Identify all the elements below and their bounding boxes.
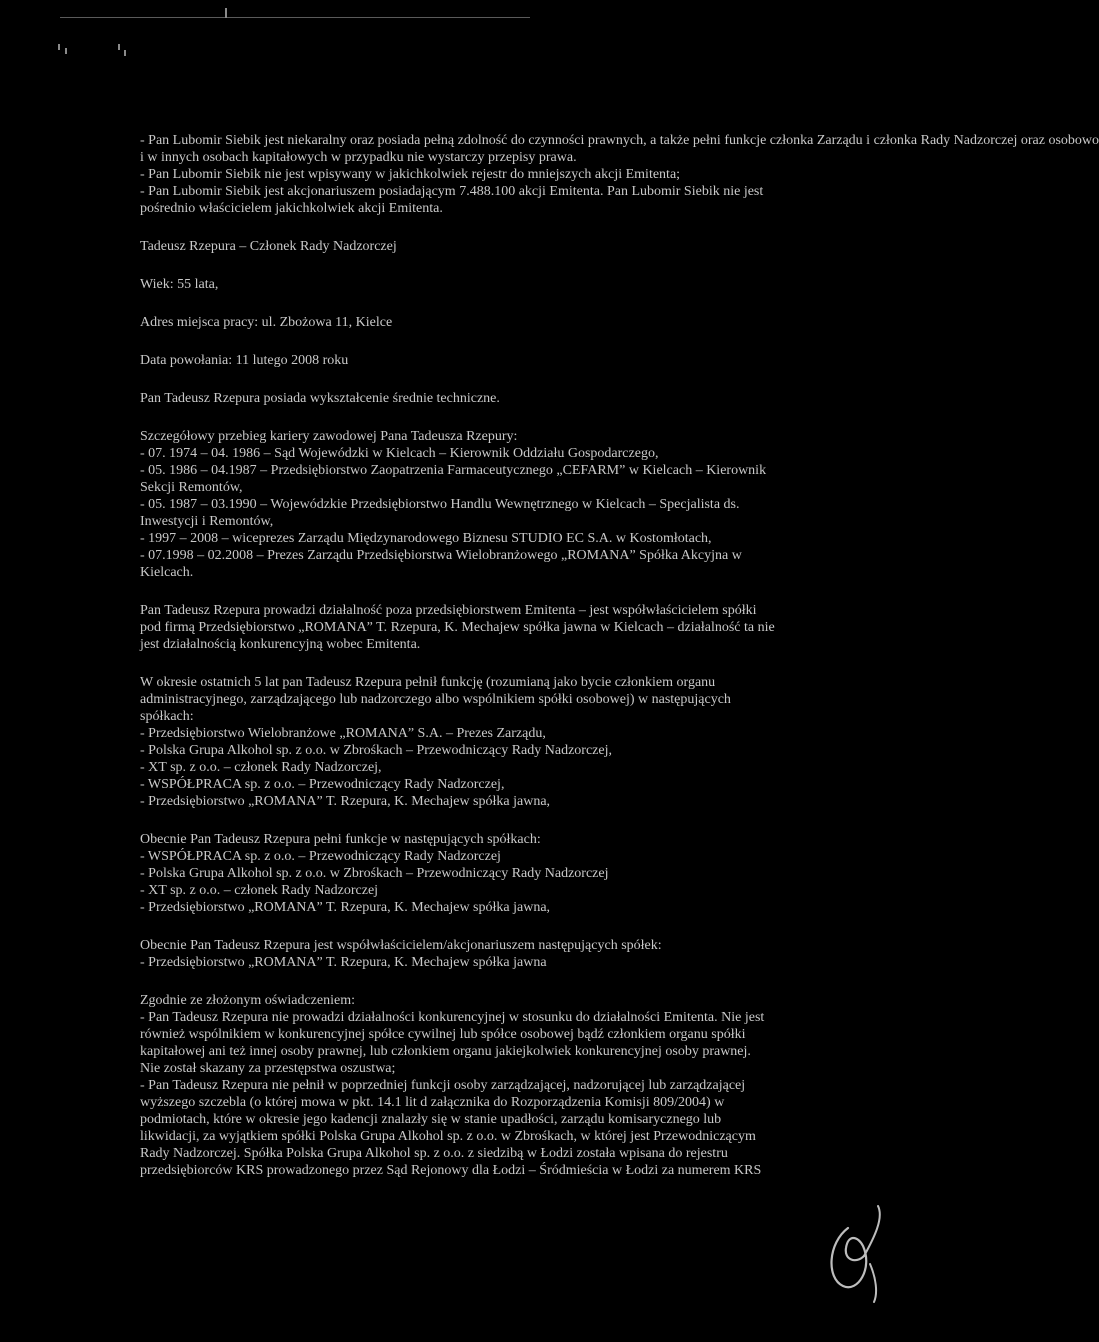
paragraph-functions-current — [140, 831, 852, 916]
text-line: spółkach: — [140, 709, 194, 724]
text-line: - Polska Grupa Alkohol sp. z o.o. w Zbrośkach – Przewodniczący Rady Nadzorczej — [140, 866, 609, 881]
text-line: - Pan Lubomir Siebik jest niekaralny oraz posiada pełną zdolność do czynności prawnych, a także pełni funkcje członka Zarządu i członka Rady Nadzorczej oraz osobowo — [140, 133, 1099, 148]
text-line: - 07.1998 – 02.2008 – Prezes Zarządu Przedsiębiorstwa Wielobranżowego „ROMANA” Spółka Akcyjna w — [140, 548, 742, 563]
handwritten-signature — [818, 1198, 898, 1308]
text-line: Obecnie Pan Tadeusz Rzepura jest współwłaścicielem/akcjonariuszem następujących spółek: — [140, 938, 662, 953]
scan-mark — [225, 8, 227, 18]
text-line: pod firmą Przedsiębiorstwo „ROMANA” T. Rzepura, K. Mechajew spółka jawna w Kielcach – działalność ta nie — [140, 620, 775, 635]
text-line: Kielcach. — [140, 565, 194, 580]
text-line: Adres miejsca pracy: ul. Zbożowa 11, Kielce — [140, 315, 393, 330]
text-line: - Pan Tadeusz Rzepura nie prowadzi działalności konkurencyjnej w stosunku do działalności Emitenta. Nie jest — [140, 1010, 765, 1025]
scan-mark — [118, 44, 120, 50]
text-line: - Przedsiębiorstwo „ROMANA” T. Rzepura, K. Mechajew spółka jawna, — [140, 794, 551, 809]
text-line: - WSPÓŁPRACA sp. z o.o. – Przewodniczący Rady Nadzorczej, — [140, 777, 505, 792]
text-line: - 05. 1987 – 03.1990 – Wojewódzkie Przedsiębiorstwo Handlu Wewnętrznego w Kielcach – Specjalista ds. — [140, 497, 740, 512]
text-line: - Przedsiębiorstwo Wielobranżowe „ROMANA” S.A. – Prezes Zarządu, — [140, 726, 546, 741]
paragraph-declarations — [140, 992, 852, 1179]
text-line: administracyjnego, zarządzającego lub nadzorczego albo wspólnikiem spółki osobowej) w następujących — [140, 692, 731, 707]
scan-mark — [58, 44, 60, 50]
paragraph-functions-5y — [140, 674, 852, 810]
text-line: Zgodnie ze złożonym oświadczeniem: — [140, 993, 355, 1008]
text-line: Wiek: 55 lata, — [140, 277, 219, 292]
text-line: również wspólnikiem w konkurencyjnej spółce cywilnej lub spółce osobowej bądź członkiem organu spółki — [140, 1027, 746, 1042]
text-line: kapitałowej ani też innej osoby prawnej, lub członkiem organu jakiejkolwiek konkurencyjnej osoby prawnej. — [140, 1044, 751, 1059]
paragraph-education — [140, 390, 852, 407]
text-line: Rady Nadzorczej. Spółka Polska Grupa Alkohol sp. z o.o. z siedzibą w Łodzi została wpisana do rejestru — [140, 1146, 728, 1161]
text-line: Obecnie Pan Tadeusz Rzepura pełni funkcje w następujących spółkach: — [140, 832, 541, 847]
text-line: - XT sp. z o.o. – członek Rady Nadzorczej, — [140, 760, 382, 775]
paragraph-address — [140, 314, 852, 331]
paragraph-career — [140, 428, 852, 581]
text-line: Sekcji Remontów, — [140, 480, 243, 495]
text-line: - WSPÓŁPRACA sp. z o.o. – Przewodniczący Rady Nadzorczej — [140, 849, 501, 864]
paragraph-activity — [140, 602, 852, 653]
scan-mark — [65, 48, 67, 54]
text-line: Tadeusz Rzepura – Członek Rady Nadzorczej — [140, 239, 397, 254]
text-line: Szczegółowy przebieg kariery zawodowej Pana Tadeusza Rzepury: — [140, 429, 518, 444]
text-line: W okresie ostatnich 5 lat pan Tadeusz Rzepura pełnił funkcję (rozumianą jako bycie członkiem organu — [140, 675, 716, 690]
paragraph-partner — [140, 937, 852, 971]
text-line: Nie został skazany za przestępstwa oszustwa; — [140, 1061, 396, 1076]
text-line: jest działalnością konkurencyjną wobec Emitenta. — [140, 637, 421, 652]
text-line: pośrednio właścicielem jakichkolwiek akcji Emitenta. — [140, 201, 443, 216]
scan-mark — [124, 50, 126, 56]
text-line: Data powołania: 11 lutego 2008 roku — [140, 353, 349, 368]
text-line: - 1997 – 2008 – wiceprezes Zarządu Międzynarodowego Biznesu STUDIO EC S.A. w Kostomłotach, — [140, 531, 712, 546]
text-line: - 05. 1986 – 04.1987 – Przedsiębiorstwo Zaopatrzenia Farmaceutycznego „CEFARM” w Kielcach – Kierownik — [140, 463, 767, 478]
text-line: wyższego szczebla (o której mowa w pkt. 14.1 lit d załącznika do Rozporządzenia Komisji 809/2004) w — [140, 1095, 725, 1110]
text-line: Pan Tadeusz Rzepura prowadzi działalność poza przedsiębiorstwem Emitenta – jest współwłaścicielem spółki — [140, 603, 757, 618]
paragraph-age — [140, 276, 852, 293]
text-line: - Przedsiębiorstwo „ROMANA” T. Rzepura, K. Mechajew spółka jawna, — [140, 900, 551, 915]
paragraph-appointment — [140, 352, 852, 369]
text-line: i w innych osobach kapitałowych w przypadku nie wystarczy przepisy prawa. — [140, 150, 577, 165]
paragraph-title — [140, 238, 852, 255]
text-line: - Pan Lubomir Siebik jest akcjonariuszem posiadającym 7.488.100 akcji Emitenta. Pan Lubomir Siebik nie jest — [140, 184, 764, 199]
paragraph-lubomir-statement — [140, 132, 1099, 217]
document-page — [140, 132, 1099, 1200]
scan-edge-line — [60, 17, 530, 18]
text-line: - XT sp. z o.o. – członek Rady Nadzorczej — [140, 883, 379, 898]
text-line: przedsiębiorców KRS prowadzonego przez Sąd Rejonowy dla Łodzi – Śródmieścia w Łodzi za numerem KRS — [140, 1163, 762, 1178]
text-line: - Przedsiębiorstwo „ROMANA” T. Rzepura, K. Mechajew spółka jawna — [140, 955, 547, 970]
text-line: - Polska Grupa Alkohol sp. z o.o. w Zbrośkach – Przewodniczący Rady Nadzorczej, — [140, 743, 612, 758]
text-line: - Pan Lubomir Siebik nie jest wpisywany w jakichkolwiek rejestr do mniejszych akcji Emitenta; — [140, 167, 681, 182]
text-line: Pan Tadeusz Rzepura posiada wykształcenie średnie techniczne. — [140, 391, 500, 406]
text-line: - Pan Tadeusz Rzepura nie pełnił w poprzedniej funkcji osoby zarządzającej, nadzorującej lub zarządzającej — [140, 1078, 746, 1093]
text-line: podmiotach, które w okresie jego kadencji znalazły się w stanie upadłości, zarządu komisarycznego lub — [140, 1112, 722, 1127]
text-line: Inwestycji i Remontów, — [140, 514, 274, 529]
text-line: - 07. 1974 – 04. 1986 – Sąd Wojewódzki w Kielcach – Kierownik Oddziału Gospodarczego, — [140, 446, 659, 461]
text-line: likwidacji, za wyjątkiem spółki Polska Grupa Alkohol sp. z o.o. w Zbrośkach, w której jest Przewodniczącym — [140, 1129, 756, 1144]
